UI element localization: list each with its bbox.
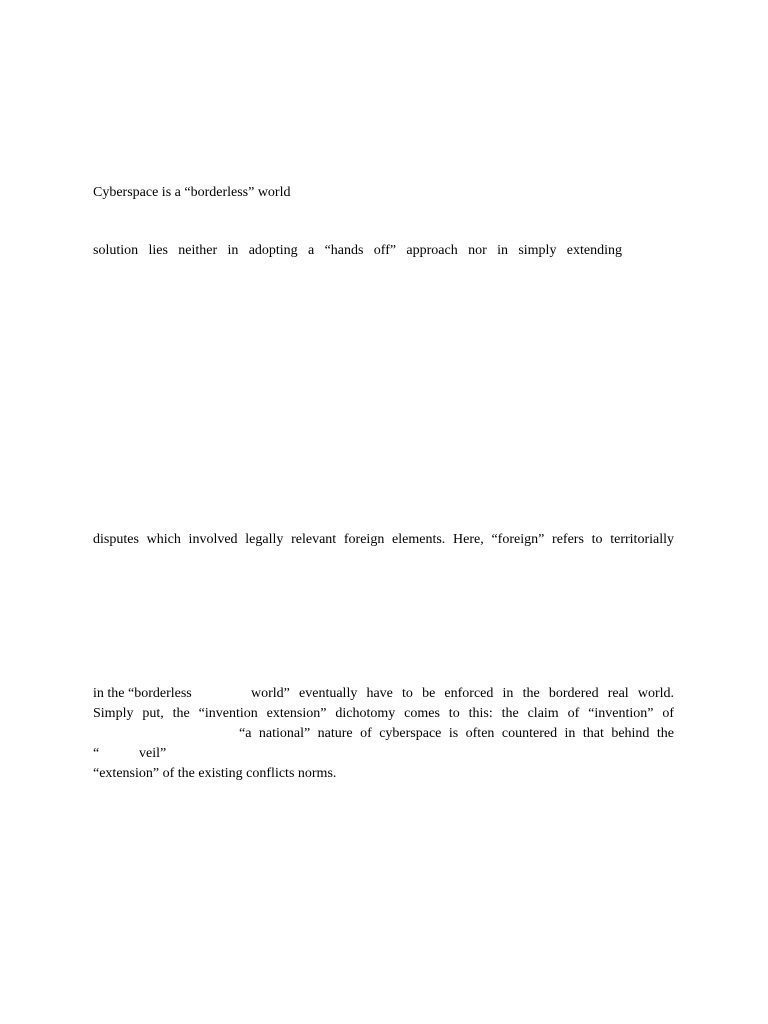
- text-line-world-eventually: world” eventually have to be enforced in the bordered real world.: [251, 686, 674, 701]
- text-line-open-quote: “: [93, 746, 100, 761]
- text-line-simply-put: Simply put, the “invention extension” dichotomy comes to this: the claim of “invention” of: [93, 706, 674, 721]
- text-line-extension: “extension” of the existing conflicts norms.: [93, 766, 337, 781]
- text-line-solution-lies: solution lies neither in adopting a “hands off” approach nor in simply extending: [93, 243, 622, 258]
- text-line-a-national: “a national” nature of cyberspace is often countered in that behind the: [239, 726, 674, 741]
- text-line-veil: veil”: [139, 746, 167, 761]
- text-line-in-the-borderless: in the “borderless: [93, 686, 192, 701]
- text-line-disputes: disputes which involved legally relevant foreign elements. Here, “foreign” refers to territorially: [93, 532, 674, 547]
- text-line-cyberspace-borderless: Cyberspace is a “borderless” world: [93, 185, 291, 200]
